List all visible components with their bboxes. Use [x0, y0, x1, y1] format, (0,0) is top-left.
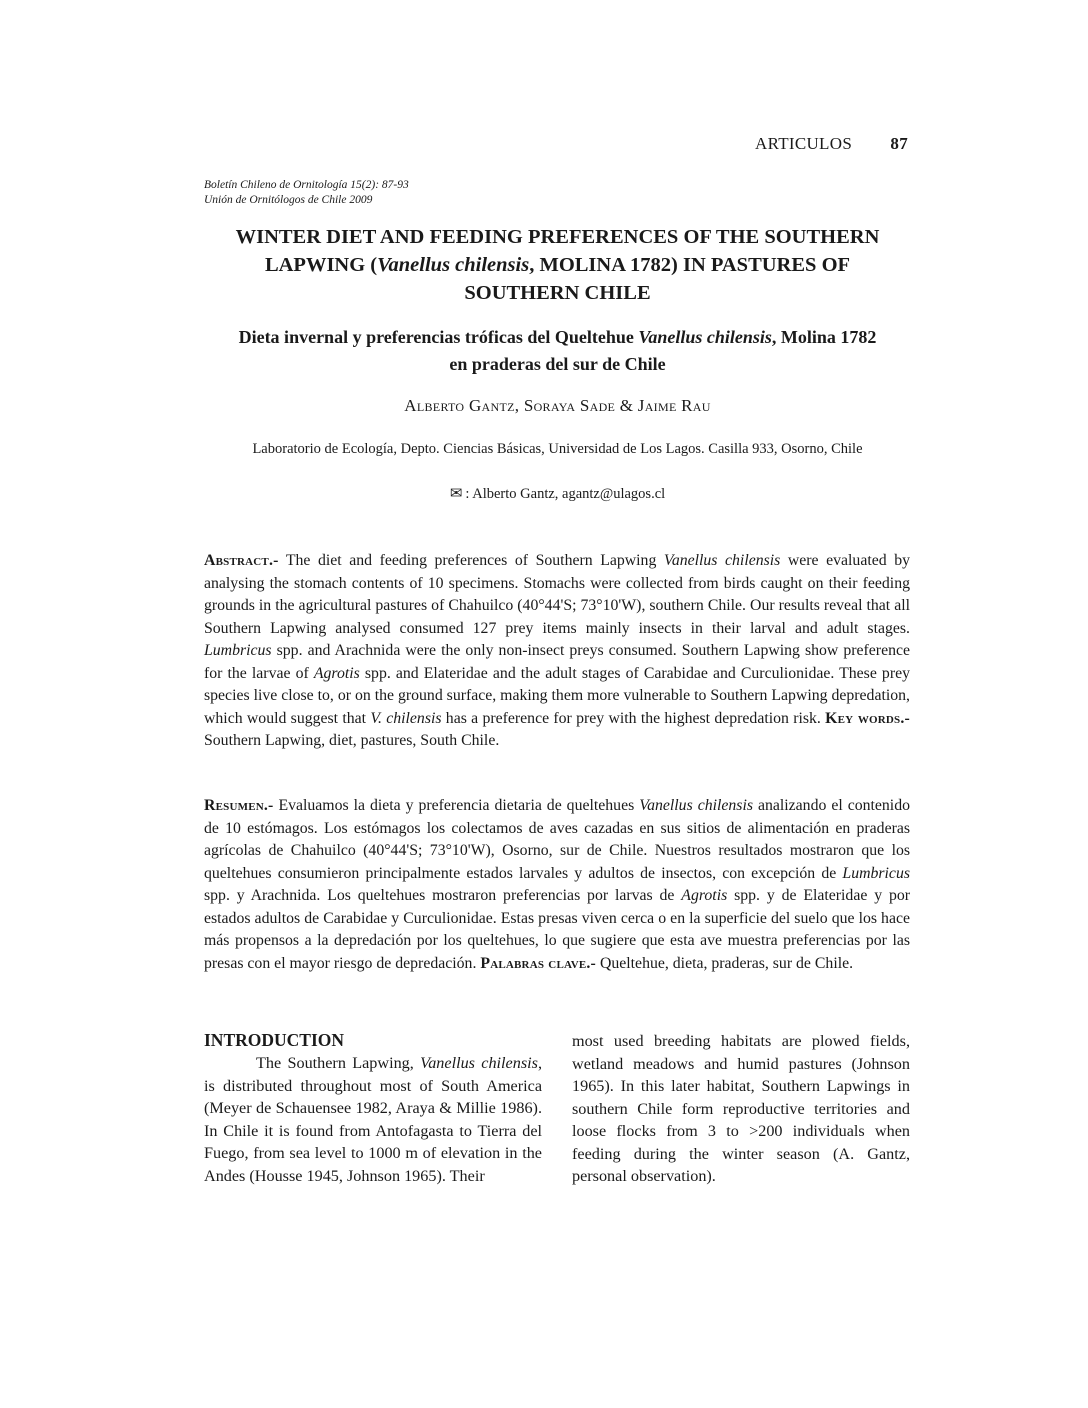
species-name: V. chilensis: [370, 709, 442, 727]
abstract-text: spp. and Elateridae and the adult stages of Carabidae and Curculionidae. These prey species live close to, or on the ground surface, making them more vulnerable to Southern Lapwing depredation, which would suggest that: [204, 664, 911, 727]
affiliation: Laboratorio de Ecología, Depto. Ciencias Básicas, Universidad de Los Lagos. Casilla 933, Osorno, Chile: [252, 441, 863, 457]
species-name: Vanellus chilensis: [420, 1054, 538, 1072]
running-header: [700, 134, 910, 158]
title-species: Vanellus chilensis: [377, 254, 530, 276]
title-line-2: [150, 251, 965, 279]
resumen-text: analizando el contenido de 10 estómagos. Los estómagos los colectamos de aves cazadas en sus sitios de alimentación en praderas agrícolas de Chahuilco (40°44'S; 73°10'W), Osorno, sur de Chile. Nuestros resultados mostraron que los queltehues consumieron principalmente estados larvales y adultos de insectos, con excepción de: [204, 797, 910, 882]
introduction-column-1: [204, 1052, 542, 1187]
spanish-title: [150, 324, 965, 378]
title-line-1: WINTER DIET AND FEEDING PREFERENCES OF THE SOUTHERN: [235, 226, 880, 248]
genus-name: Lumbricus: [842, 864, 910, 882]
spanish-title-line-2: en praderas del sur de Chile: [449, 354, 666, 374]
abstract-text: has a preference for prey with the highest depredation risk.: [441, 709, 826, 727]
abstract-text: The diet and feeding preferences of Southern Lapwing: [278, 552, 664, 569]
contact-text: : Alberto Gantz, agantz@ulagos.cl: [465, 486, 666, 502]
palabras-clave-text: Queltehue, dieta, praderas, sur de Chile.: [596, 954, 854, 972]
spanish-title-species: Vanellus chilensis: [638, 327, 772, 347]
intro-text: , is distributed throughout most of South America (Meyer de Schauensee 1982, Araya & Millie 1986). In Chile it is found from Antofagasta to Tierra del Fuego, from sea level to 1000 m of elevation in the Andes (Housse 1945, Johnson 1965). Their: [204, 1054, 542, 1185]
resumen-text: spp. y de Elateridae y por estados adultos de Carabidae y Curculionidae. Estas presas viven cerca o en la superficie del suelo que los hace más propensos a la depredación por los queltehues, lo que sugiere que esta ave muestra preferencias por las presas con el mayor riesgo de depredación.: [204, 887, 910, 972]
spanish-title-text: , Molina 1782: [771, 327, 877, 347]
abstract-label: Abstract.-: [204, 552, 279, 569]
authors: Alberto Gantz, Soraya Sade & Jaime Rau: [404, 396, 711, 415]
species-name: Vanellus chilensis: [639, 797, 753, 814]
spanish-title-line-1: [150, 324, 965, 351]
resumen-text: Evaluamos la dieta y preferencia dietaria de queltehues: [273, 797, 640, 814]
title-text: , MOLINA 1782) IN PASTURES OF: [529, 254, 851, 276]
intro-text: The Southern Lapwing,: [256, 1054, 421, 1072]
keywords-text: Southern Lapwing, diet, pastures, South Chile.: [204, 732, 500, 749]
resumen: [204, 795, 910, 975]
palabras-clave-label: Palabras clave.-: [480, 954, 597, 972]
genus-name: Agrotis: [681, 887, 728, 904]
title-text: LAPWING (: [264, 254, 378, 276]
introduction-column-2: most used breeding habitats are plowed fields, wetland meadows and humid pastures (Johnson 1965). In this later habitat, Southern Lapwings in southern Chile form reproductive territories and loose flocks from 3 to >200 individuals when feeding during the winter season (A. Gantz, personal observation).: [572, 1032, 910, 1185]
keywords-label: Key words.-: [825, 709, 910, 727]
species-name: Vanellus chilensis: [663, 552, 781, 569]
title-line-3: SOUTHERN CHILE: [464, 282, 651, 304]
journal-citation: Boletín Chileno de Ornitología 15(2): 87-93: [204, 179, 409, 191]
genus-name: Lumbricus: [204, 642, 272, 659]
abstract-text: were evaluated by analysing the stomach contents of 10 specimens. Stomachs were collected from birds caught on their feeding grounds in the agricultural pastures of Chahuilco (40°44'S; 73°10'W), southern Chile. Our results reveal that all Southern Lapwing analysed consumed 127 prey items mainly insects in their larval and adult stages.: [204, 552, 910, 637]
genus-name: Agrotis: [313, 664, 360, 682]
contact-line: [150, 484, 965, 503]
resumen-label: Resumen.-: [204, 797, 274, 814]
journal-publisher: Unión de Ornitólogos de Chile 2009: [204, 194, 373, 206]
resumen-text: spp. y Arachnida. Los queltehues mostraron preferencias por larvas de: [204, 887, 682, 904]
journal-info: [204, 178, 604, 208]
spanish-title-text: Dieta invernal y preferencias tróficas del Queltehue: [238, 327, 639, 347]
abstract: [204, 550, 910, 753]
envelope-icon: ✉: [449, 486, 463, 502]
introduction-heading: INTRODUCTION: [204, 1030, 345, 1050]
section-label: ARTICULOS: [755, 134, 853, 153]
article-title: [150, 223, 965, 307]
page-number: 87: [890, 134, 908, 153]
abstract-text: spp. and Arachnida were the only non-insect preys consumed. Southern Lapwing show preference for the larvae of: [204, 642, 910, 682]
